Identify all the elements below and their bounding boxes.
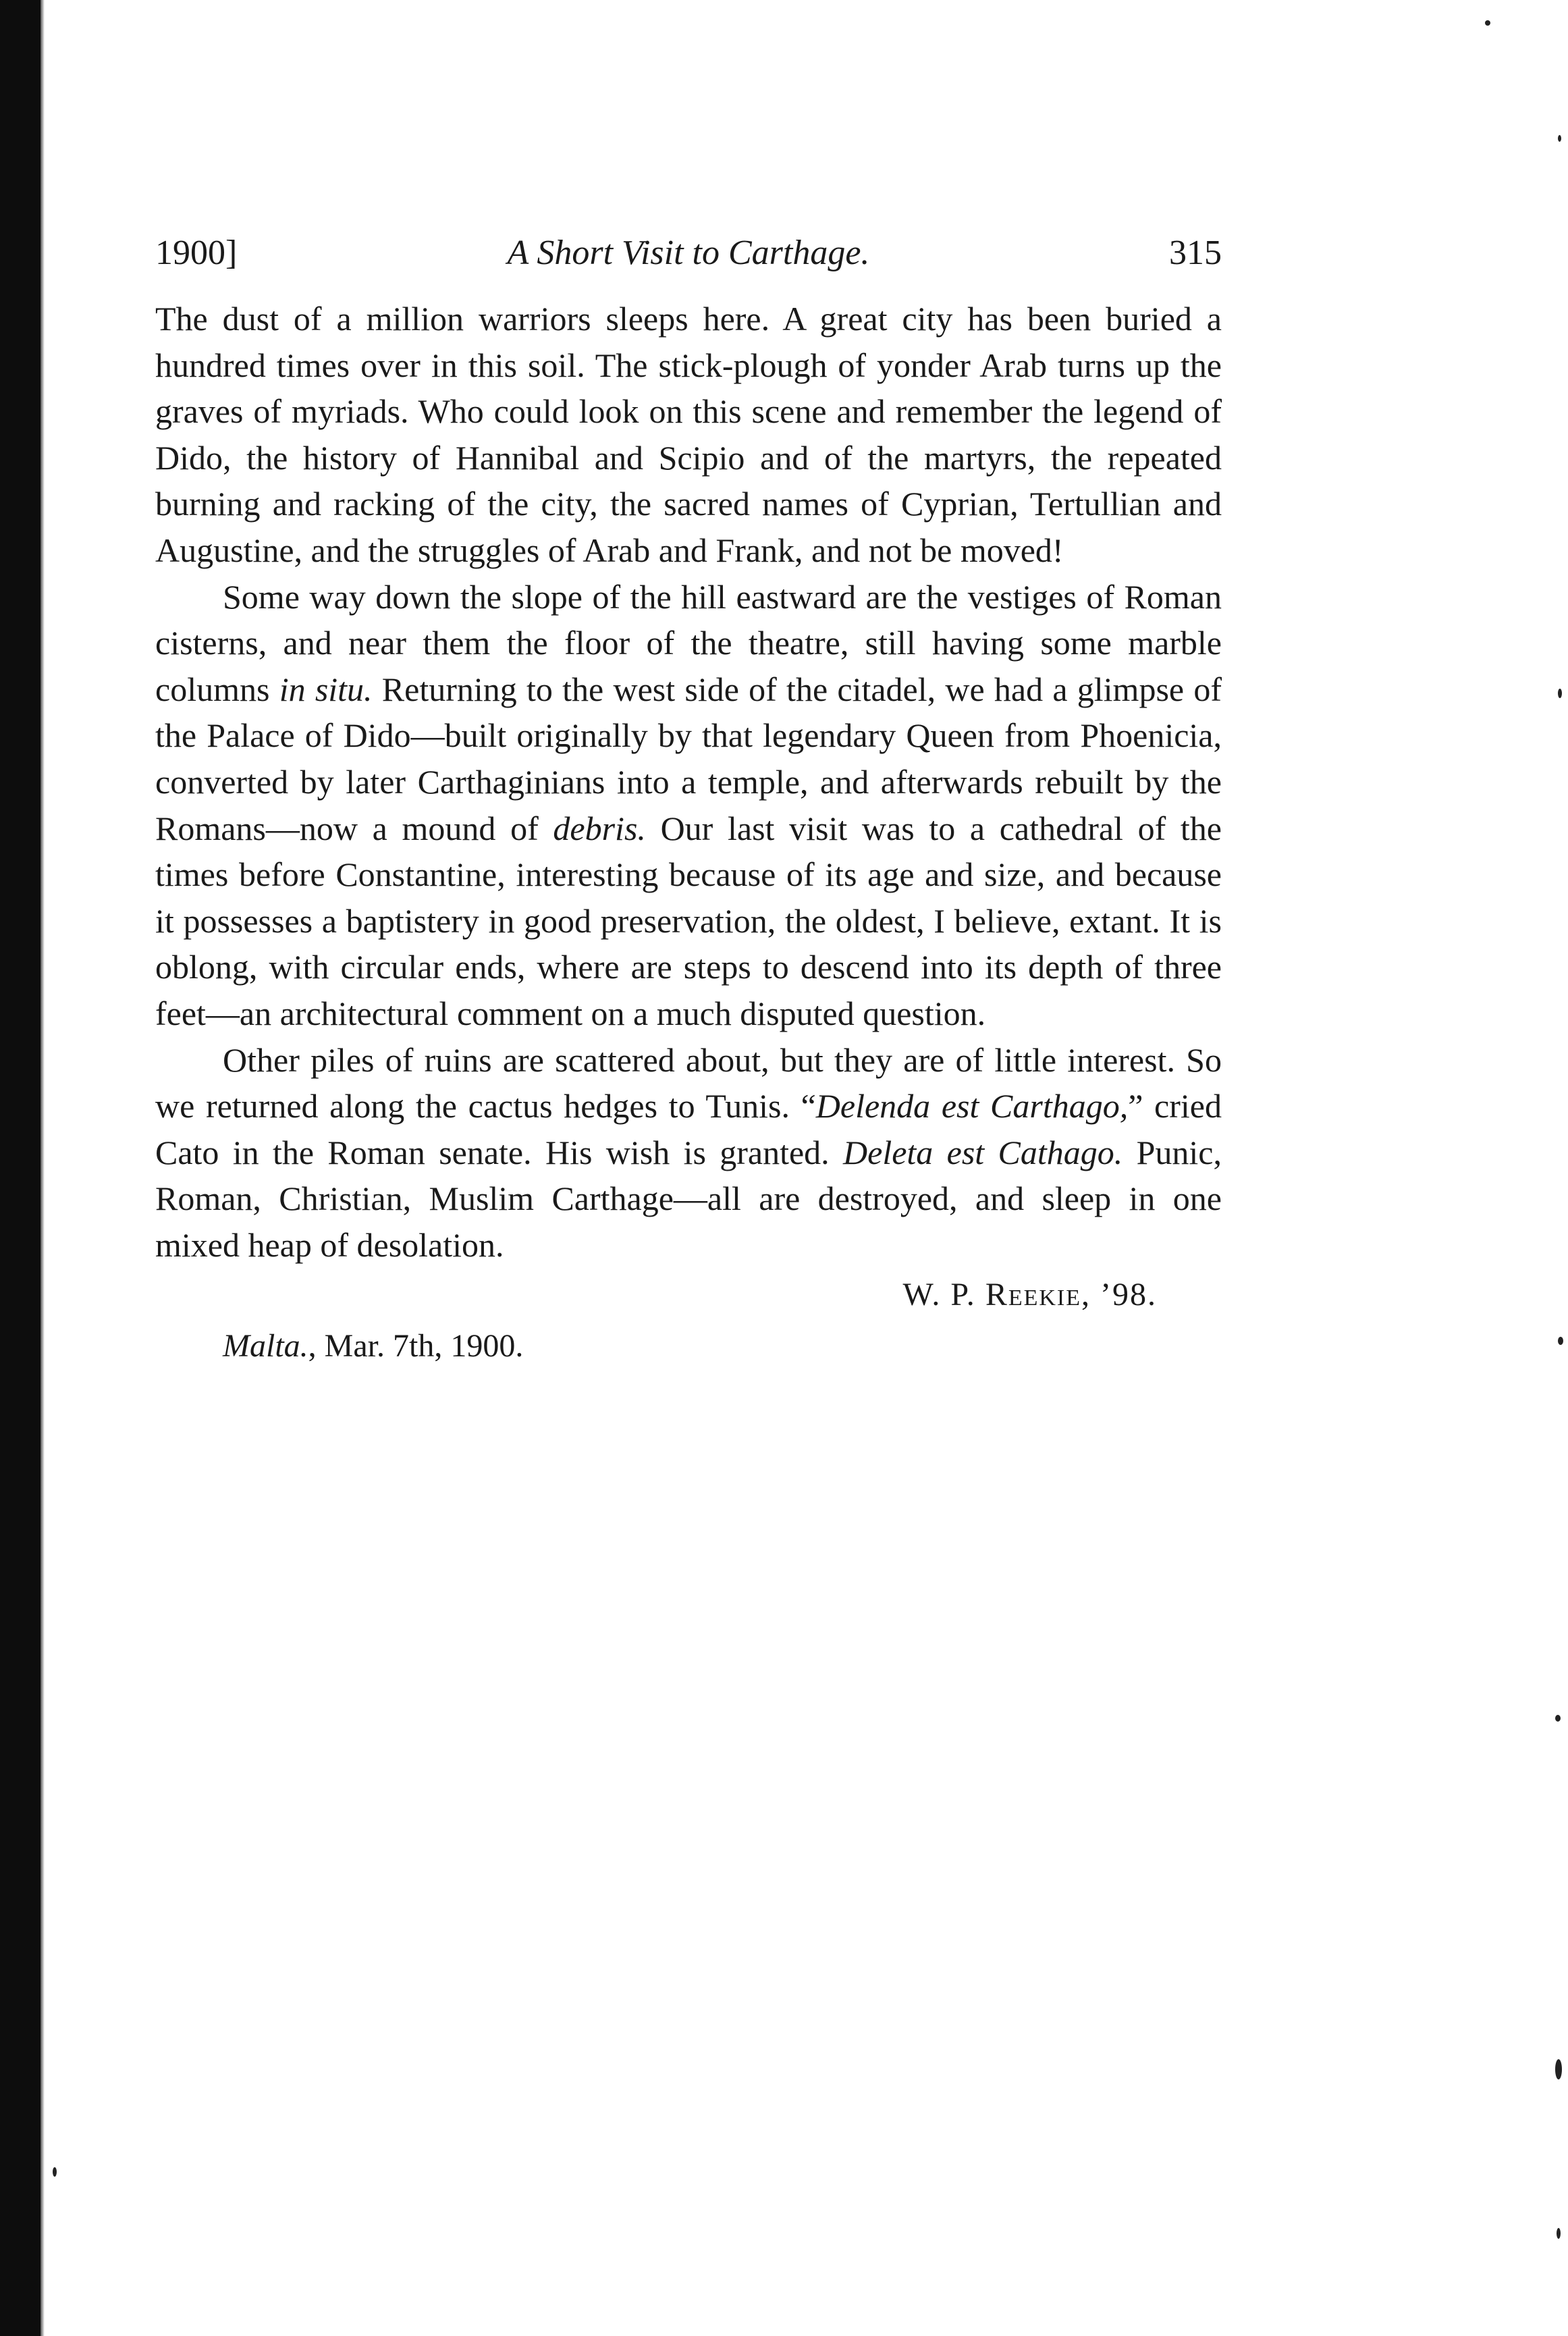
- paragraph-3: [155, 1037, 1222, 1269]
- margin-speck: [1555, 1715, 1561, 1722]
- paragraph-2-text-b: Returning to the west side of the citadel, we had a glimpse of the Palace of Dido—built originally by that legendary Queen from Phoenicia, converted by later Carthaginians into a temple, and afterwards rebuilt by the Romans—now a mound of: [155, 670, 1222, 847]
- paragraph-3-text-a: Other piles of ruins are scattered about, but they are of little interest. So we returned along the cactus hedges to Tunis. “: [155, 1040, 1222, 1125]
- paragraph-1: The dust of a million warriors sleeps here. A great city has been buried a hundred times over in this soil. The stick-plough of yonder Arab turns up the graves of myriads. Who could look on this scene and remember the legend of Dido, the history of Hannibal and Scipio and of the martyrs, the repeated burning and racking of the city, the sacred names of Cyprian, Tertullian and Augustine, and the struggles of Arab and Frank, and not be moved!: [155, 300, 1222, 569]
- margin-speck: [53, 2167, 57, 2177]
- page-number: 315: [1169, 234, 1222, 272]
- margin-speck: [1558, 135, 1561, 142]
- paragraph-2-text-a: Some way down the slope of the hill eastward are the vestiges of Roman cisterns, and near them the floor of the theatre, still having some marble columns: [155, 577, 1222, 708]
- book-page: [155, 223, 1222, 1371]
- paragraph-3-italic-a: Delenda est Carthago,: [815, 1087, 1129, 1125]
- paragraph-2-text-c: Our last visit was to a cathedral of the times before Constantine, interesting because of its age and size, and because it possesses a baptistery in good preservation, the oldest, I believe, extant. It is oblong, with circular ends, where are steps to descend into its depth of three feet—an architectural comment on a much disputed question.: [155, 809, 1222, 1032]
- paragraph-3-text-b: ” cried Cato in the Roman senate. His wish is granted.: [155, 1087, 1222, 1171]
- author-signature: [155, 1271, 1222, 1319]
- margin-speck: [1558, 689, 1562, 698]
- signature-surname: Reekie: [985, 1277, 1082, 1313]
- paragraph-2-italic-a: in situ.: [279, 670, 373, 708]
- paragraph-2: [155, 574, 1222, 1037]
- running-head: [155, 223, 1222, 284]
- margin-speck: [1485, 20, 1490, 26]
- dateline-date: , Mar. 7th, 1900.: [308, 1328, 524, 1364]
- margin-speck: [1555, 2059, 1562, 2079]
- signature-class-year: , ’98.: [1081, 1277, 1157, 1313]
- dateline: [155, 1322, 1222, 1371]
- dateline-place: Malta.: [223, 1328, 308, 1364]
- book-binding-edge: [0, 0, 40, 2336]
- article-body: [155, 296, 1222, 1268]
- signature-initials: W. P.: [902, 1277, 985, 1313]
- margin-speck: [1558, 1337, 1563, 1345]
- paragraph-3-italic-b: Deleta est Cathago.: [843, 1133, 1123, 1171]
- paragraph-2-italic-b: debris.: [553, 809, 646, 847]
- paragraph-3-text-c: Punic, Roman, Christian, Muslim Carthage—all are destroyed, and sleep in one mixed heap of desolation.: [155, 1133, 1222, 1264]
- running-head-year: 1900]: [155, 234, 238, 272]
- running-head-title: A Short Visit to Carthage.: [507, 234, 870, 272]
- margin-speck: [1557, 2228, 1561, 2239]
